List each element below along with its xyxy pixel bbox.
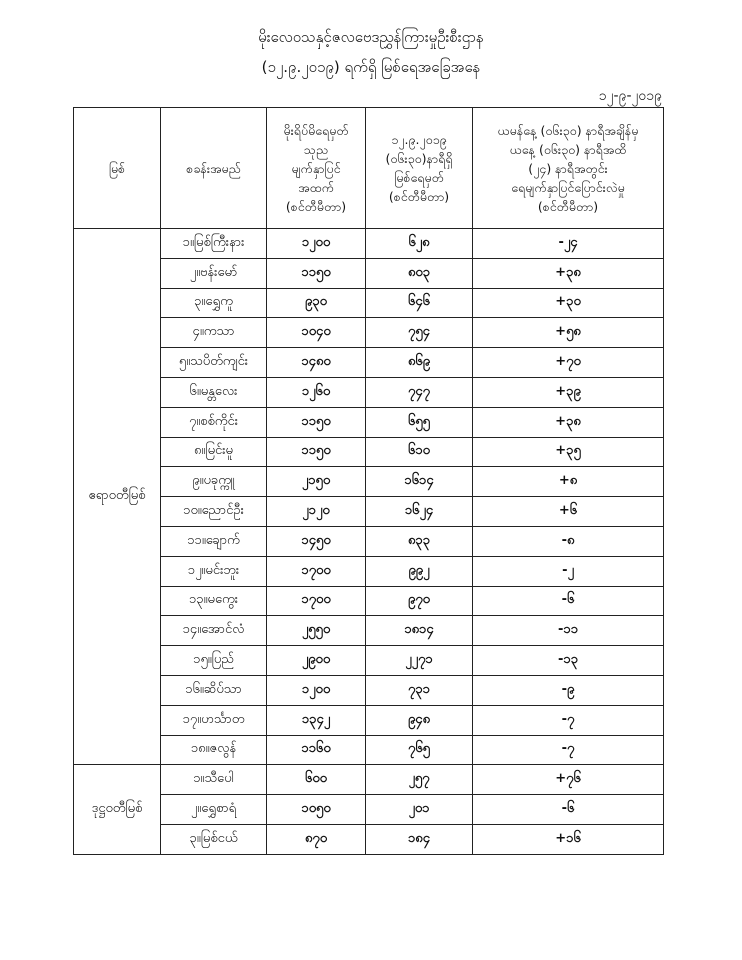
danger-level-cell: ၂၁၅၀ bbox=[267, 467, 366, 497]
danger-level-cell: ၁၂၀၀ bbox=[267, 675, 366, 705]
water-level-cell: ၈၆၉ bbox=[366, 348, 473, 378]
station-cell: ၁။သီပေါ bbox=[161, 765, 267, 795]
water-level-cell: ၈၀၃ bbox=[366, 258, 473, 288]
water-level-cell: ၆၁၀ bbox=[366, 437, 473, 467]
water-level-cell: ၇၄၇ bbox=[366, 377, 473, 407]
danger-level-cell: ၁၁၅၀ bbox=[267, 407, 366, 437]
danger-level-cell: ၉၃၀ bbox=[267, 288, 366, 318]
water-level-cell: ၁၆၂၄ bbox=[366, 497, 473, 527]
station-cell: ၁၇။ဟင်္သာတ bbox=[161, 705, 267, 735]
table-row bbox=[74, 646, 664, 676]
header-24h-change: ယမန်နေ့ (၀၆း၃၀) နာရီအချိန်မှ ယနေ့ (၀၆း၃၀) နာရီအထိ (၂၄) နာရီအတွင်း ရေမျက်နှာပြင်ပြောင်းလဲမှု (စင်တီမီတာ) bbox=[473, 108, 664, 229]
station-cell: ၁၀။ညောင်ဦး bbox=[161, 497, 267, 527]
table-row bbox=[74, 229, 664, 259]
station-cell: ၆။မန္တလေး bbox=[161, 377, 267, 407]
danger-level-cell: ၁၄၈၀ bbox=[267, 348, 366, 378]
water-level-cell: ၇၃၁ bbox=[366, 675, 473, 705]
table-row bbox=[74, 824, 664, 854]
station-cell: ၁။မြစ်ကြီးနား bbox=[161, 229, 267, 259]
header-danger-level: မိုးရိပ်မိရေမှတ် သုည မျက်နှာပြင် အထက် (စင်တီမီတာ) bbox=[267, 108, 366, 229]
table-header-row bbox=[74, 108, 664, 229]
water-level-cell: ၆၂၈ bbox=[366, 229, 473, 259]
station-cell: ၄။ကသာ bbox=[161, 318, 267, 348]
header-current-level: ၁၂.၉.၂၀၁၉ (၀၆း၃၀)နာရီရှိ မြစ်ရေမှတ် (စင်တီမီတာ) bbox=[366, 108, 473, 229]
level-change-cell: -၆ bbox=[473, 795, 664, 825]
level-change-cell: -၂ bbox=[473, 556, 664, 586]
danger-level-cell: ၁၁၅၀ bbox=[267, 258, 366, 288]
table-row bbox=[74, 795, 664, 825]
table-row bbox=[74, 288, 664, 318]
level-change-cell: +၃၈ bbox=[473, 407, 664, 437]
danger-level-cell: ၈၇၀ bbox=[267, 824, 366, 854]
level-change-cell: +၃၀ bbox=[473, 288, 664, 318]
danger-level-cell: ၁၀၅၀ bbox=[267, 795, 366, 825]
table-row bbox=[74, 586, 664, 616]
water-level-cell: ၁၈၄ bbox=[366, 824, 473, 854]
header-station: စခန်းအမည် bbox=[161, 108, 267, 229]
danger-level-cell: ၁၂၀၀ bbox=[267, 229, 366, 259]
level-change-cell: -၆ bbox=[473, 586, 664, 616]
level-change-cell: +၇၀ bbox=[473, 348, 664, 378]
table-row bbox=[74, 556, 664, 586]
report-date: ၁၂-၉-၂၀၁၉ bbox=[598, 88, 662, 104]
water-level-cell: ၁၈၁၄ bbox=[366, 616, 473, 646]
danger-level-cell: ၁၁၆၀ bbox=[267, 735, 366, 765]
table-row bbox=[74, 705, 664, 735]
water-level-cell: ၉၉၂ bbox=[366, 556, 473, 586]
table-row bbox=[74, 616, 664, 646]
water-level-cell: ၇၆၅ bbox=[366, 735, 473, 765]
table-row bbox=[74, 318, 664, 348]
level-change-cell: -၇ bbox=[473, 735, 664, 765]
station-cell: ၂။ဗန်းမော် bbox=[161, 258, 267, 288]
level-change-cell: -၁၃ bbox=[473, 646, 664, 676]
station-cell: ၃။မြစ်ငယ် bbox=[161, 824, 267, 854]
danger-level-cell: ၂၁၂၀ bbox=[267, 497, 366, 527]
station-cell: ၇။စစ်ကိုင်း bbox=[161, 407, 267, 437]
water-level-cell: ၉၄၈ bbox=[366, 705, 473, 735]
water-level-cell: ၈၃၃ bbox=[366, 526, 473, 556]
department-title: မိုးလေဝသနှင့်ဇလဗေဒညွှန်ကြားမှုဦးစီးဌာန bbox=[258, 28, 484, 46]
water-level-cell: ၁၆၁၄ bbox=[366, 467, 473, 497]
level-change-cell: +၃၅ bbox=[473, 437, 664, 467]
level-change-cell: -၂၄ bbox=[473, 229, 664, 259]
level-change-cell: +၃၈ bbox=[473, 258, 664, 288]
river-name-cell: ဒုဋ္ဌဝတီမြစ် bbox=[74, 765, 161, 854]
danger-level-cell: ၁၂၆၀ bbox=[267, 377, 366, 407]
table-row bbox=[74, 675, 664, 705]
danger-level-cell: ၁၇၀၀ bbox=[267, 586, 366, 616]
danger-level-cell: ၂၅၅၀ bbox=[267, 616, 366, 646]
level-change-cell: +၈ bbox=[473, 467, 664, 497]
station-cell: ၁၃။မကွေး bbox=[161, 586, 267, 616]
danger-level-cell: ၁၀၄၀ bbox=[267, 318, 366, 348]
report-title: (၁၂.၉.၂၀၁၉) ရက်ရှိ မြစ်ရေအခြေအနေ bbox=[261, 58, 481, 76]
river-level-table bbox=[73, 107, 664, 855]
table-row bbox=[74, 497, 664, 527]
header-river: မြစ် bbox=[74, 108, 161, 229]
level-change-cell: +၃၉ bbox=[473, 377, 664, 407]
level-change-cell: -၇ bbox=[473, 705, 664, 735]
danger-level-cell: ၆၀၀ bbox=[267, 765, 366, 795]
station-cell: ၃။ရွှေကူ bbox=[161, 288, 267, 318]
table-row bbox=[74, 526, 664, 556]
station-cell: ၂။ရွှေစာရံ bbox=[161, 795, 267, 825]
level-change-cell: -၉ bbox=[473, 675, 664, 705]
table-row bbox=[74, 765, 664, 795]
station-cell: ၁၆။ဆိပ်သာ bbox=[161, 675, 267, 705]
station-cell: ၉။ပခုက္ကူ bbox=[161, 467, 267, 497]
document-header bbox=[0, 22, 742, 82]
station-cell: ၁၅။ပြည် bbox=[161, 646, 267, 676]
level-change-cell: -၈ bbox=[473, 526, 664, 556]
station-cell: ၈။မြင်းမူ bbox=[161, 437, 267, 467]
water-level-cell: ၇၅၄ bbox=[366, 318, 473, 348]
level-change-cell: +၁၆ bbox=[473, 824, 664, 854]
table-row bbox=[74, 735, 664, 765]
water-level-cell: ၆၄၆ bbox=[366, 288, 473, 318]
water-level-cell: ၆၅၅ bbox=[366, 407, 473, 437]
danger-level-cell: ၁၇၀၀ bbox=[267, 556, 366, 586]
table-row bbox=[74, 348, 664, 378]
river-name-cell: ဧရာဝတီမြစ် bbox=[74, 229, 161, 765]
table-row bbox=[74, 437, 664, 467]
water-level-cell: ၂၅၇ bbox=[366, 765, 473, 795]
station-cell: ၁၄။အောင်လံ bbox=[161, 616, 267, 646]
water-level-cell: ၂၀၁ bbox=[366, 795, 473, 825]
danger-level-cell: ၁၄၅၀ bbox=[267, 526, 366, 556]
station-cell: ၁၈။ဇလွန် bbox=[161, 735, 267, 765]
level-change-cell: -၁၁ bbox=[473, 616, 664, 646]
level-change-cell: +၇၆ bbox=[473, 765, 664, 795]
station-cell: ၁၁။ချောက် bbox=[161, 526, 267, 556]
station-cell: ၅။သပိတ်ကျင်း bbox=[161, 348, 267, 378]
danger-level-cell: ၂၉၀၀ bbox=[267, 646, 366, 676]
danger-level-cell: ၁၃၄၂ bbox=[267, 705, 366, 735]
water-level-cell: ၂၂၇၁ bbox=[366, 646, 473, 676]
level-change-cell: +၆ bbox=[473, 497, 664, 527]
table-row bbox=[74, 377, 664, 407]
station-cell: ၁၂။မင်းဘူး bbox=[161, 556, 267, 586]
table-row bbox=[74, 467, 664, 497]
danger-level-cell: ၁၁၅၀ bbox=[267, 437, 366, 467]
water-level-cell: ၉၇၀ bbox=[366, 586, 473, 616]
table-row bbox=[74, 258, 664, 288]
level-change-cell: +၅၈ bbox=[473, 318, 664, 348]
table-row bbox=[74, 407, 664, 437]
